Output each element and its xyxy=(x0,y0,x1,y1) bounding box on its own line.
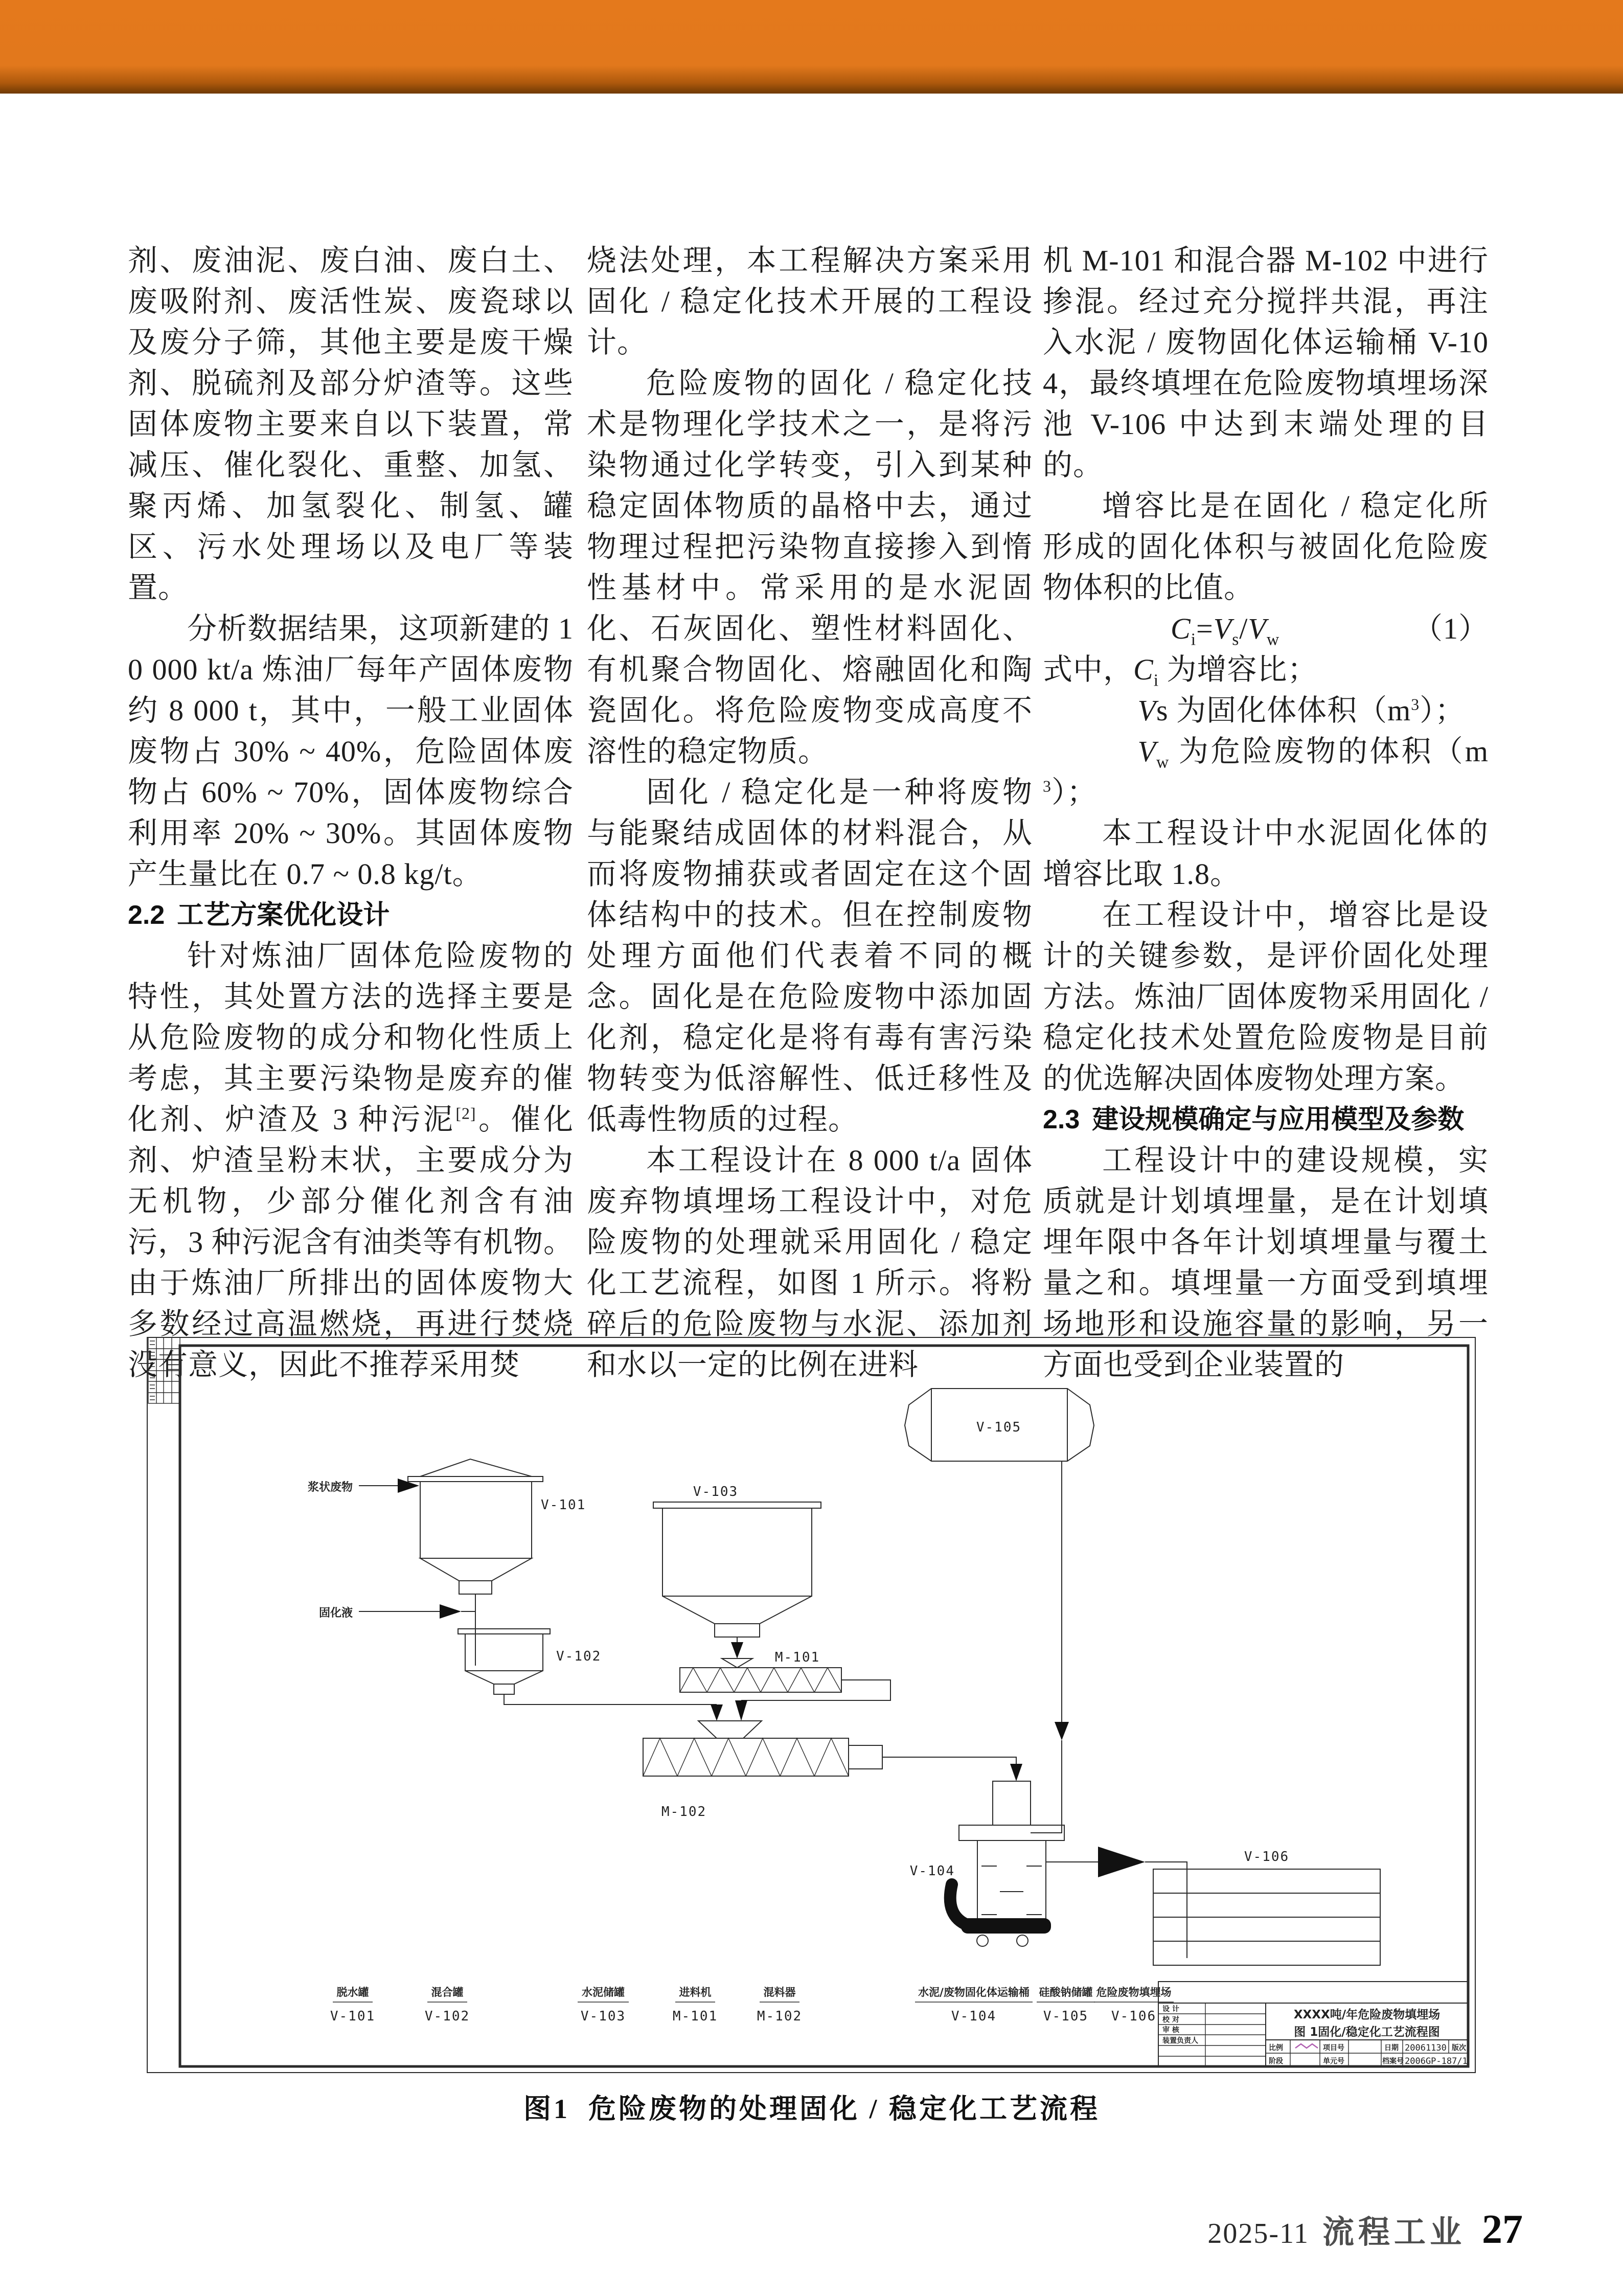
svg-text:V-105: V-105 xyxy=(1043,2009,1089,2024)
paragraph-where: 式中，$C_i$ 为增容比； xyxy=(1043,653,1318,690)
label-v106: V-106 xyxy=(1244,1849,1290,1865)
tank-v101 xyxy=(408,1459,586,1666)
definition-vs: Vs 为固化体体积$(m^3)$； xyxy=(1137,694,1466,727)
paragraph: 针对炼油厂固体危险废物的特性，其处置方法的选择主要是从危险废物的成分和物化性质上考虑，其主要污染物是废弃的催化剂、炉渣及 3 种污泥[2]。催化剂、炉渣呈粉末状，主要成分为无机物，少部分催化剂含有油污，3 种污泥含有油类等有机物。由于炼油厂所排出的固体废物大多数经过高温燃烧，再进行焚烧没有意义，因此不推荐采用焚 xyxy=(128,939,574,1381)
section-title: 建设规模确定与应用模型及参数 xyxy=(1092,1105,1465,1134)
label-v105: V-105 xyxy=(976,1420,1022,1435)
svg-text:危险废物填埋场: 危险废物填埋场 xyxy=(1096,1986,1172,1998)
titleblock-design-label: 设 计 xyxy=(1162,2005,1179,2013)
svg-text:M-102: M-102 xyxy=(757,2009,803,2024)
revision-table xyxy=(148,1337,180,1403)
hopper-v103 xyxy=(653,1484,821,1668)
svg-text:混合罐: 混合罐 xyxy=(431,1986,464,1998)
section-title: 工艺方案优化设计 xyxy=(177,900,390,930)
section-heading-2-3 xyxy=(1043,1099,1489,1140)
svg-text:进料机: 进料机 xyxy=(679,1986,712,1998)
figure-caption-text: 危险废物的处理固化 / 稳定化工艺流程 xyxy=(588,2094,1100,2124)
section-number: 2.2 xyxy=(128,900,165,930)
legend-item xyxy=(1094,1986,1174,2024)
column-right xyxy=(1043,240,1489,1385)
equipment-legend xyxy=(330,1986,1174,2024)
svg-text:V-101: V-101 xyxy=(330,2009,376,2024)
legend-item xyxy=(673,1986,718,2024)
section-number: 2.3 xyxy=(1043,1105,1080,1134)
figure-caption-number: 图1 xyxy=(523,2094,570,2124)
titleblock-review-label: 审 核 xyxy=(1162,2026,1179,2034)
svg-text:V-102: V-102 xyxy=(424,2009,470,2024)
definition-vw: $V_w$ 为危险废物的体积$(m^3)$； xyxy=(1043,735,1489,809)
scale-zigzag xyxy=(1295,2044,1318,2048)
svg-text:水泥储罐: 水泥储罐 xyxy=(582,1986,625,1998)
arrow-down-icon xyxy=(711,1704,723,1721)
journal-name: 流程工业 xyxy=(1322,2215,1466,2250)
figure-caption xyxy=(146,2087,1477,2126)
section-heading-2-2 xyxy=(128,895,574,936)
titleblock-lead-label: 装置负责人 xyxy=(1162,2037,1198,2045)
paragraph: 本工程设计中水泥固化体的增容比取 1.8。 xyxy=(1043,816,1489,891)
paragraph: 危险废物的固化 / 稳定化技术是物理化学技术之一，是将污染物通过化学转变，引入到某种稳定固体物质的晶格中去，通过物理过程把污染物直接掺入到惰性基材中。常采用的是水泥固化、石灰固化、塑性材料固化、有机聚合物固化、熔融固化和陶瓷固化。将危险废物变成高度不溶性的稳定物质。 xyxy=(587,367,1033,768)
feeder-m101 xyxy=(680,1650,890,1721)
equation-number: （1） xyxy=(1412,612,1489,645)
unit-no-label: 单元号 xyxy=(1323,2057,1344,2065)
paragraph: 固化 / 稳定化是一种将废物与能聚结成固体的材料混合，从而将废物捕获或者固定在这个固体结构中的技术。但在控制废物处理方面他们代表着不同的概念。固化是在危险废物中添加固化剂，稳定化是将有毒有害污染物转变为低溶解性、低迁移性及低毒性物质的过程。 xyxy=(587,776,1033,1136)
scale-label: 比例 xyxy=(1269,2044,1283,2052)
issue-number: 2025-11 xyxy=(1207,2218,1309,2249)
svg-text:脱水罐: 脱水罐 xyxy=(336,1986,369,1998)
paragraph: 在工程设计中，增容比是设计的关键参数，是评价固化处理方法。炼油厂固体废物采用固化 / 稳定化技术处置危险废物是目前的优选解决固体废物处理方案。 xyxy=(1043,898,1489,1095)
legend-item xyxy=(915,1986,1033,2024)
figure-1-process-flow-diagram xyxy=(146,1329,1477,2076)
paragraph: 分析数据结果，这项新建的 10 000 kt/a 炼油厂每年产固体废物约 8 000 t，其中，一般工业固体废物占 30% ~ 40%，危险固体废物占 60% ~ 70%，固体废物综合利用率 20% ~ 30%。其固体废物产生量比在 0.7 ~ 0.8 kg/t。 xyxy=(128,612,574,891)
label-m101: M-101 xyxy=(774,1650,820,1665)
paragraph: 烧法处理，本工程解决方案采用固化 / 稳定化技术开展的工程设计。 xyxy=(587,244,1033,359)
legend-item xyxy=(330,1986,375,2024)
input-slurry-waste xyxy=(308,1479,419,1494)
stage-label: 阶段 xyxy=(1269,2057,1283,2065)
label-m102: M-102 xyxy=(661,1804,707,1820)
svg-text:水泥/废物固化体运输桶: 水泥/废物固化体运输桶 xyxy=(918,1986,1030,1998)
slurry-waste-label: 浆状废物 xyxy=(307,1481,353,1494)
column-middle xyxy=(587,240,1033,1385)
paragraph: 剂、废油泥、废白油、废白土、废吸附剂、废活性炭、废瓷球以及废分子筛，其他主要是废干燥剂、脱硫剂及部分炉渣等。这些固体废物主要来自以下装置，常减压、催化裂化、重整、加氢、聚丙烯、加氢裂化、制氢、罐区、污水处理场以及电厂等装置。 xyxy=(128,244,574,604)
paragraph: 本工程设计在 8 000 t/a 固体废弃物填埋场工程设计中，对危险废物的处理就采用固化 / 稳定化工艺流程，如图 1 所示。将粉碎后的危险废物与水泥、添加剂和水以一定的比例在进料 xyxy=(587,1144,1033,1381)
figure-outer-border xyxy=(147,1337,1475,2073)
figure-inner-border xyxy=(180,1346,1468,2066)
v105-down-line xyxy=(1031,1461,1069,1833)
paragraph: 工程设计中的建设规模，实质就是计划填埋量，是在计划填埋年限中各年计划填埋量与覆土量之和。填埋量一方面受到填埋场地形和设施容量的影响，另一方面也受到企业装置的 xyxy=(1043,1144,1489,1381)
label-v104: V-104 xyxy=(909,1863,955,1879)
legend-item xyxy=(757,1986,802,2024)
date-label: 日期 xyxy=(1384,2044,1399,2052)
date-value: 20061130 xyxy=(1405,2043,1447,2053)
arrow-down-icon xyxy=(1010,1764,1022,1781)
svg-text:混料器: 混料器 xyxy=(763,1986,796,1998)
drum-v104 xyxy=(910,1781,1064,1946)
svg-text:V-103: V-103 xyxy=(580,2009,626,2024)
tank-v102 xyxy=(458,1629,723,1721)
label-v102: V-102 xyxy=(556,1649,602,1664)
vessel-v105 xyxy=(905,1389,1094,1461)
file-no-value: 2006GP-187/1 xyxy=(1405,2056,1468,2066)
page-footer xyxy=(1207,2207,1523,2253)
input-solidification-liquid xyxy=(319,1604,475,1620)
paragraph: 机 M-101 和混合器 M-102 中进行掺混。经过充分搅拌共混，再注入水泥 / 废物固化体运输桶 V-104，最终填埋在危险废物填埋场深池 V-106 中达到末端处理的目的。 xyxy=(1043,244,1489,482)
arrow-down-icon xyxy=(731,1642,743,1658)
rev-label: 版次 xyxy=(1452,2044,1466,2052)
arrow-down-icon xyxy=(735,1700,747,1721)
title-block xyxy=(1158,1982,1468,2066)
project-no-label: 项目号 xyxy=(1323,2044,1344,2052)
arrow-down-icon xyxy=(1055,1722,1069,1740)
label-v101: V-101 xyxy=(541,1497,586,1513)
titleblock-check-label: 校 对 xyxy=(1162,2016,1179,2024)
paragraph: 增容比是在固化 / 稳定化所形成的固化体积与被固化危险废物体积的比值。 xyxy=(1043,489,1489,604)
reference-marker: [2] xyxy=(455,1104,476,1123)
page-number: 27 xyxy=(1482,2207,1523,2252)
legend-item xyxy=(425,1986,470,2024)
svg-text:M-101: M-101 xyxy=(672,2009,718,2024)
equation-1: $C_i=V_s/V_w$ （1） xyxy=(1043,608,1489,649)
titleblock-drawing-title: 图 1固化/稳定化工艺流程图 xyxy=(1294,2026,1440,2039)
legend-item xyxy=(1037,1986,1095,2024)
mixer-m102 xyxy=(643,1721,1022,1820)
legend-item xyxy=(578,1986,629,2024)
svg-text:V-106: V-106 xyxy=(1111,2009,1157,2024)
orange-header-banner xyxy=(0,0,1623,94)
arrow-right-icon xyxy=(440,1604,461,1619)
titleblock-project-title: XXXX吨/年危险废物填埋场 xyxy=(1293,2008,1441,2021)
solidification-liquid-label: 固化液 xyxy=(318,1607,353,1620)
label-v103: V-103 xyxy=(693,1484,739,1499)
svg-text:硅酸钠储罐: 硅酸钠储罐 xyxy=(1039,1986,1093,1998)
arrow-right-icon xyxy=(1098,1847,1145,1877)
file-no-label: 档案号 xyxy=(1382,2057,1404,2065)
svg-text:V-104: V-104 xyxy=(951,2009,997,2024)
column-left xyxy=(128,240,574,1385)
